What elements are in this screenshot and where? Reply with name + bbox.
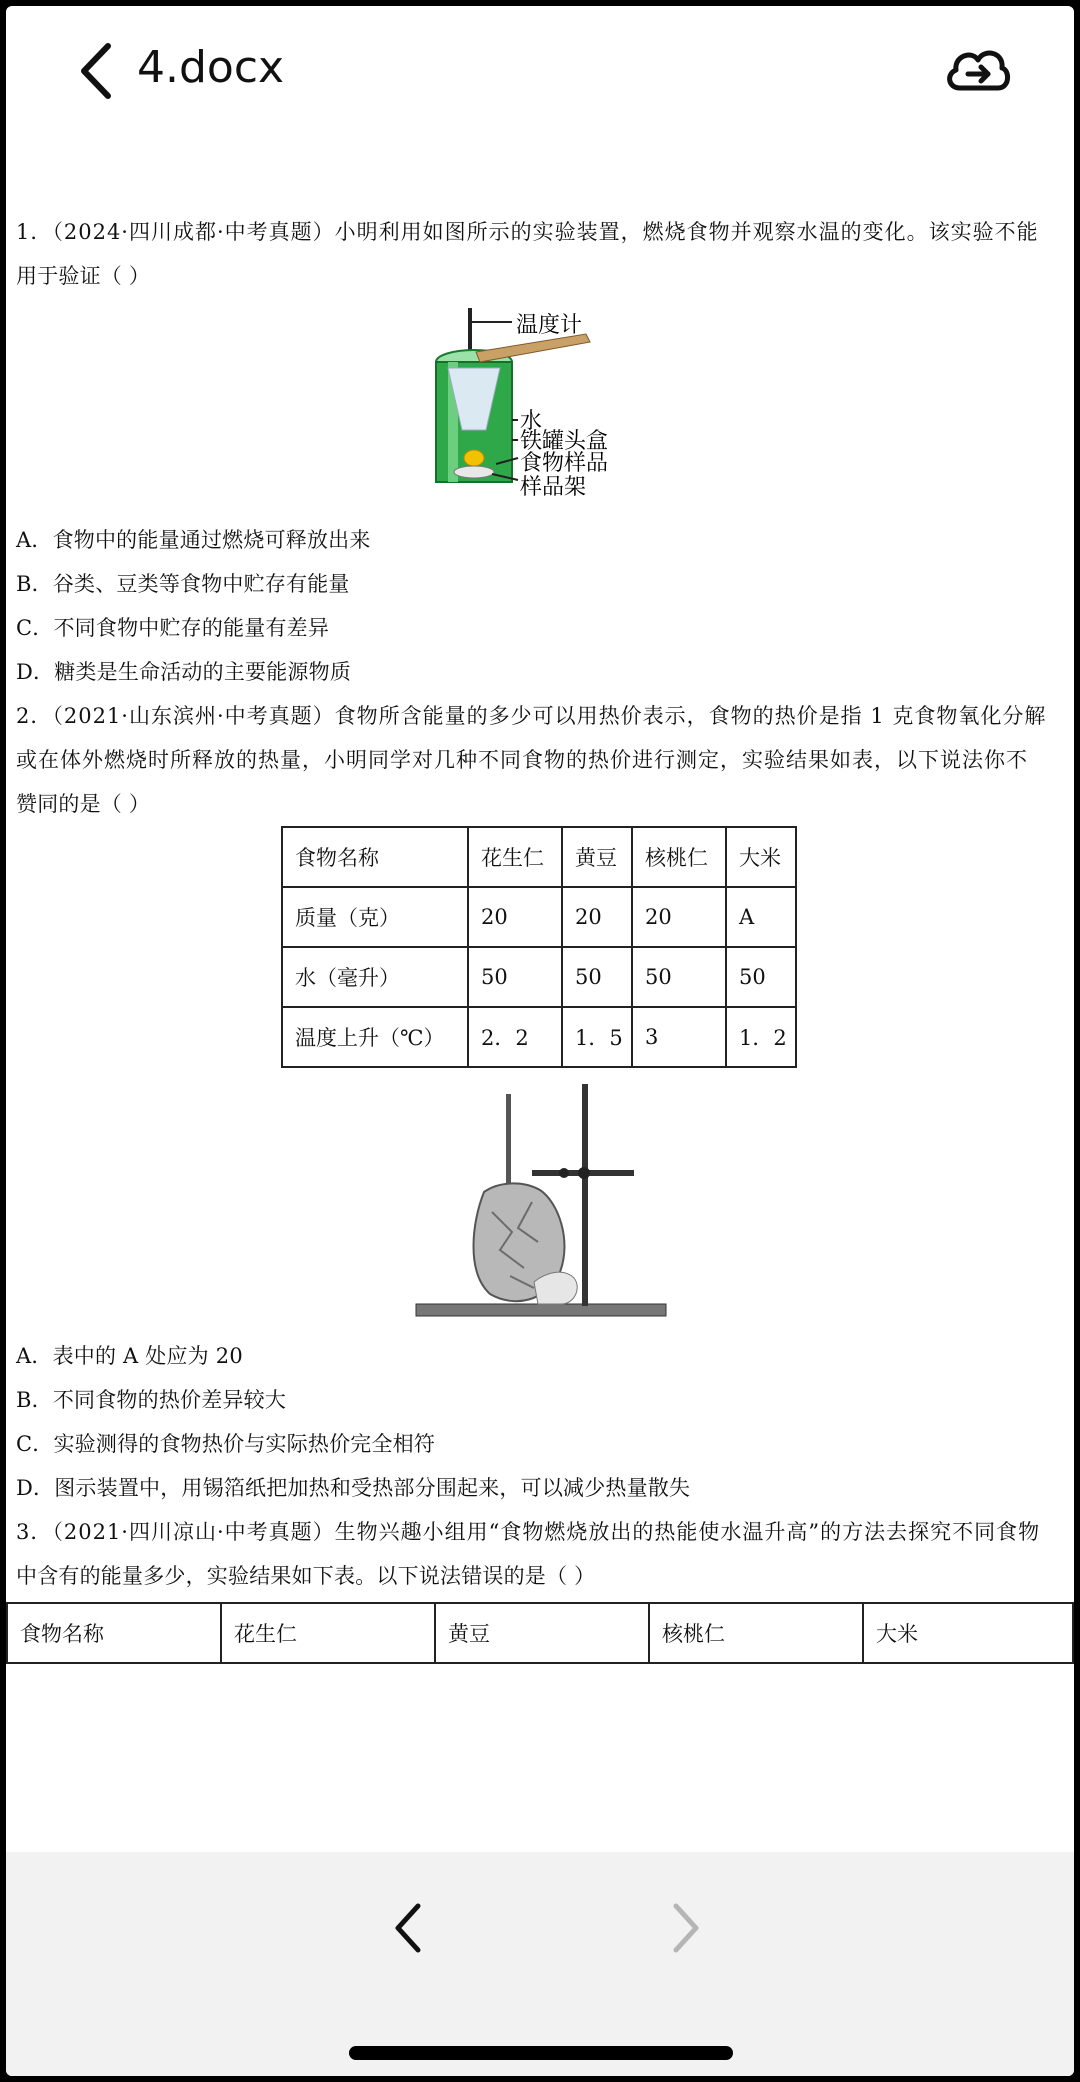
back-button[interactable] (68, 40, 124, 102)
bottom-nav-bar (6, 1852, 1074, 2076)
next-page-button[interactable] (666, 1898, 706, 1958)
question-1-text: 1．（2024·四川成都·中考真题）小明利用如图所示的实验装置，燃烧食物并观察水温的变化。该实验不能 (16, 220, 1039, 244)
table-cell: 2．2 (468, 1007, 562, 1067)
table-cell: 20 (562, 887, 632, 947)
screen (6, 6, 1074, 2076)
question-2-text-end: 赞同的是（ ） (16, 792, 151, 816)
table-cell: A (726, 887, 796, 947)
figure-foil-apparatus (414, 1082, 672, 1322)
table-cell: 50 (468, 947, 562, 1007)
table-cell: 食物名称 (7, 1603, 221, 1663)
apparatus-drawing (426, 302, 646, 502)
figure-food-burning-apparatus (426, 302, 646, 502)
table-row (282, 887, 796, 947)
question-2-text: 2．（2021·山东滨州·中考真题）食物所含能量的多少可以用热价表示，食物的热价是指 1 克食物氧化分解 (16, 704, 1047, 728)
table-row (282, 1007, 796, 1067)
table-cell: 质量（克） (282, 887, 468, 947)
q2-option-b: B．不同食物的热价差异较大 (16, 1388, 287, 1412)
table-row (282, 827, 796, 887)
q1-option-a: A．食物中的能量通过燃烧可释放出来 (16, 528, 371, 552)
table-cell: 20 (632, 887, 726, 947)
table-row (7, 1603, 1073, 1663)
table-cell: 水（毫升） (282, 947, 468, 1007)
previous-page-button[interactable] (388, 1898, 428, 1958)
cloud-upload-icon (942, 38, 1012, 104)
question-3-text: 3．（2021·四川凉山·中考真题）生物兴趣小组用“食物燃烧放出的热能使水温升高”的方法去探究不同食物 (16, 1520, 1041, 1544)
document-title: 4.docx (137, 42, 285, 93)
label-thermometer: 温度计 (516, 313, 583, 338)
table-cell: 大米 (863, 1603, 1073, 1663)
table-cell: 核桃仁 (632, 827, 726, 887)
top-bar (6, 6, 1074, 136)
question-3-text-cont: 中含有的能量多少，实验结果如下表。以下说法错误的是（ ） (16, 1564, 596, 1588)
table-cell: 50 (726, 947, 796, 1007)
label-water: 水 (520, 409, 543, 434)
q2-option-a: A．表中的 A 处应为 20 (16, 1344, 243, 1368)
q1-option-c: C．不同食物中贮存的能量有差异 (16, 616, 330, 640)
chevron-right-icon (666, 1898, 706, 1958)
question-1-text-cont: 用于验证（ ） (16, 264, 151, 288)
q3-data-table (6, 1602, 1074, 1664)
table-cell: 大米 (726, 827, 796, 887)
table-cell: 1．2 (726, 1007, 796, 1067)
table-row (282, 947, 796, 1007)
label-can: 铁罐头盒 (520, 429, 609, 454)
table-cell: 50 (632, 947, 726, 1007)
table-cell: 50 (562, 947, 632, 1007)
table-cell: 食物名称 (282, 827, 468, 887)
q1-option-b: B．谷类、豆类等食物中贮存有能量 (16, 572, 350, 596)
question-2-text-cont: 或在体外燃烧时所释放的热量，小明同学对几种不同食物的热价进行测定，实验结果如表，以下说法你不 (16, 748, 1028, 772)
label-sample-rack: 样品架 (520, 475, 587, 500)
q2-option-c: C．实验测得的食物热价与实际热价完全相符 (16, 1432, 436, 1456)
chevron-left-icon (68, 40, 124, 102)
q2-option-d: D．图示装置中，用锡箔纸把加热和受热部分围起来，可以减少热量散失 (16, 1476, 691, 1500)
upload-button[interactable] (942, 38, 1012, 104)
chevron-left-icon (388, 1898, 428, 1958)
label-food-sample: 食物样品 (520, 451, 609, 476)
q1-option-d: D．糖类是生命活动的主要能源物质 (16, 660, 352, 684)
table-cell: 黄豆 (562, 827, 632, 887)
table-cell: 黄豆 (435, 1603, 649, 1663)
table-cell: 1．5 (562, 1007, 632, 1067)
table-cell: 温度上升（℃） (282, 1007, 468, 1067)
table-cell: 花生仁 (468, 827, 562, 887)
foil-apparatus-drawing (414, 1082, 672, 1322)
home-indicator[interactable] (349, 2046, 733, 2060)
table-cell: 核桃仁 (649, 1603, 863, 1663)
table-cell: 花生仁 (221, 1603, 435, 1663)
q2-data-table (281, 826, 797, 1068)
table-cell: 3 (632, 1007, 726, 1067)
table-cell: 20 (468, 887, 562, 947)
